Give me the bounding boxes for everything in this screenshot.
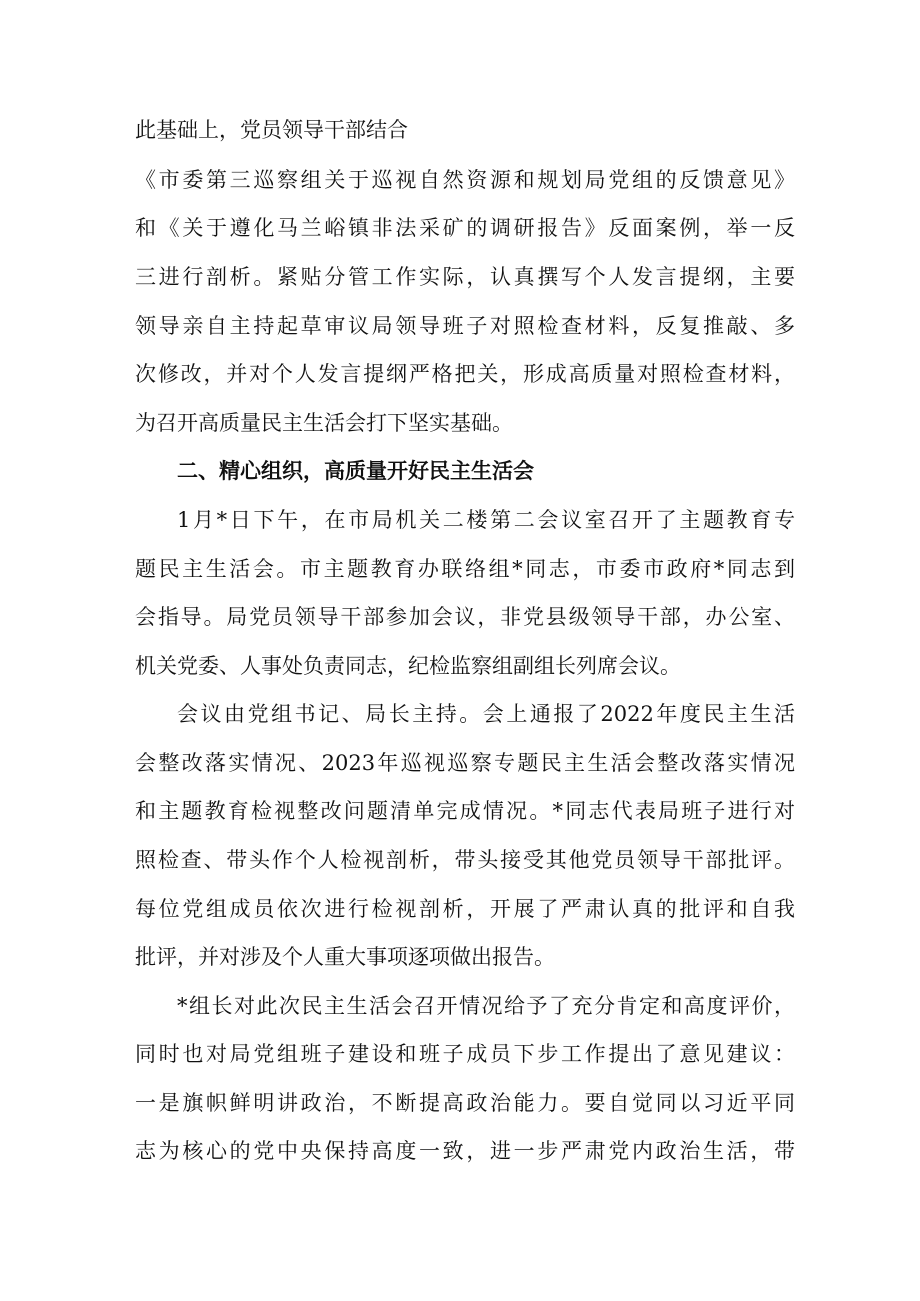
text-line: 批评，并对涉及个人重大事项逐项做出报告。: [135, 945, 555, 969]
text-line: 机关党委、人事处负责同志，纪检监察组副组长列席会议。: [135, 654, 681, 678]
text-line: 次修改，并对个人发言提纲严格把关，形成高质量对照检查材料，: [135, 362, 795, 386]
text-line: 会整改落实情况、2023年巡视巡察专题民主生活会整改落实情况: [135, 751, 795, 775]
text-line: 《市委第三巡察组关于巡视自然资源和规划局党组的反馈意见》: [135, 168, 795, 192]
section-heading: 二、精心组织，高质量开好民主生活会: [177, 459, 534, 483]
text-line: 一是旗帜鲜明讲政治，不断提高政治能力。要自觉同以习近平同: [135, 1091, 795, 1115]
text-line: 题民主生活会。市主题教育办联络组*同志，市委市政府*同志到: [135, 557, 795, 581]
text-line: 和主题教育检视整改问题清单完成情况。*同志代表局班子进行对: [135, 799, 795, 823]
text-line: 会议由党组书记、局长主持。会上通报了2022年度民主生活: [177, 702, 795, 726]
text-line: 志为核心的党中央保持高度一致，进一步严肃党内政治生活，带: [135, 1139, 795, 1163]
text-line: 照检查、带头作个人检视剖析，带头接受其他党员领导干部批评。: [135, 848, 795, 872]
text-line: 为召开高质量民主生活会打下坚实基础。: [135, 411, 513, 435]
text-line: *组长对此次民主生活会召开情况给予了充分肯定和高度评价，: [177, 994, 795, 1018]
text-line: 同时也对局党组班子建设和班子成员下步工作提出了意见建议：: [135, 1042, 795, 1066]
text-line: 此基础上，党员领导干部结合: [135, 118, 408, 142]
text-line: 会指导。局党员领导干部参加会议，非党县级领导干部，办公室、: [135, 605, 795, 629]
text-line: 三进行剖析。紧贴分管工作实际，认真撰写个人发言提纲，主要: [135, 265, 795, 289]
text-line: 领导亲自主持起草审议局领导班子对照检查材料，反复推敲、多: [135, 314, 795, 338]
text-line: 每位党组成员依次进行检视剖析，开展了严肃认真的批评和自我: [135, 897, 795, 921]
text-line: 1月*日下午，在市局机关二楼第二会议室召开了主题教育专: [177, 508, 795, 532]
text-line: 和《关于遵化马兰峪镇非法采矿的调研报告》反面案例，举一反: [135, 216, 795, 240]
